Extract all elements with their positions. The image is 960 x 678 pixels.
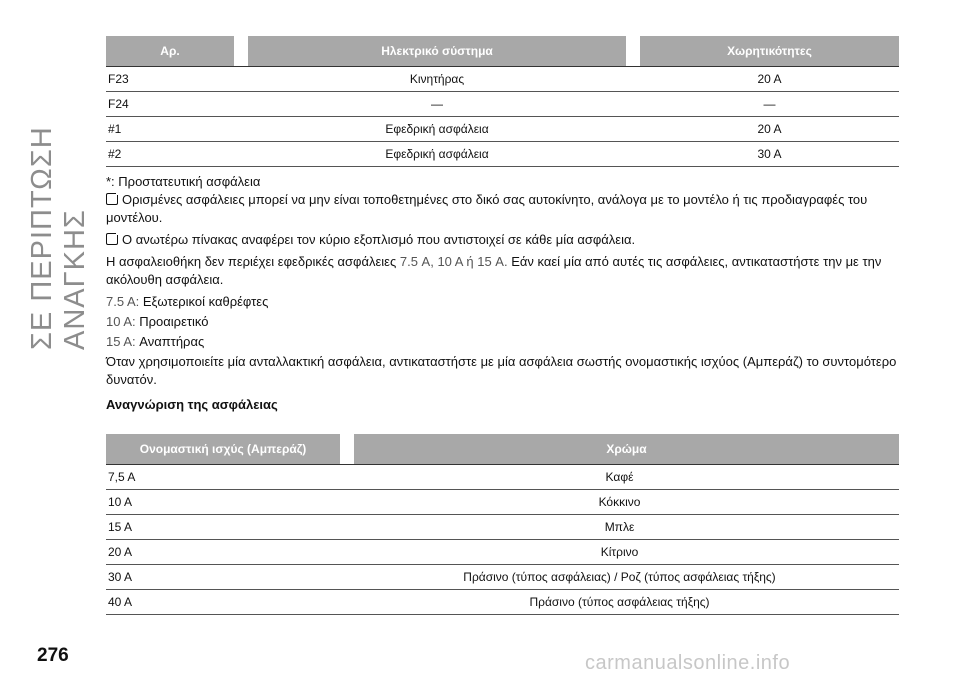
- paragraph-spare-fuses: Η ασφαλειοθήκη δεν περιέχει εφεδρικές ασφάλειες 7.5 A, 10 A ή 15 A. Εάν καεί μία από αυτές τις ασφάλειες, αντικαταστήστε την με την ακόλουθη ασφάλεια.: [106, 254, 882, 287]
- notes-section: [106, 173, 899, 389]
- cell-system: Εφεδρική ασφάλεια: [234, 117, 640, 142]
- header-system: Ηλεκτρικό σύστημα: [248, 36, 626, 67]
- paragraph-replacement: Όταν χρησιμοποιείτε μία ανταλλακτική ασφάλεια, αντικαταστήστε με μία ασφάλεια σωστής ονομαστικής ισχύος (Αμπεράζ) το συντομότερο δυνατόν.: [106, 354, 897, 387]
- header-gap: [340, 434, 354, 465]
- header-color: Χρώμα: [354, 434, 899, 465]
- fuse-table-header: [106, 36, 899, 67]
- page-content: [106, 36, 899, 615]
- note-icon: [106, 193, 118, 205]
- cell-color: Πράσινο (τύπος ασφάλειας) / Ροζ (τύπος ασφάλειας τήξης): [340, 565, 899, 590]
- cell-number: #2: [106, 142, 234, 167]
- note-2: Ο ανωτέρω πίνακας αναφέρει τον κύριο εξοπλισμό που αντιστοιχεί σε κάθε μία ασφάλεια.: [106, 231, 899, 249]
- table-row: [106, 515, 899, 540]
- header-gap: [626, 36, 640, 67]
- cell-system: Εφεδρική ασφάλεια: [234, 142, 640, 167]
- note-1: Ορισμένες ασφάλειες μπορεί να μην είναι τοποθετημένες στο δικό σας αυτοκίνητο, ανάλογα με το μοντέλο ή τις προδιαγραφές του μοντέλου.: [106, 192, 868, 225]
- note-icon: [106, 233, 118, 245]
- cell-rating: 10 A: [106, 490, 340, 515]
- chapter-side-tab: ΣΕ ΠΕΡΙΠΤΩΣΗ ΑΝΑΓΚΗΣ: [26, 126, 91, 350]
- table-row: [106, 590, 899, 615]
- cell-rating: 40 A: [106, 590, 340, 615]
- table-row: [106, 465, 899, 490]
- cell-color: Καφέ: [340, 465, 899, 490]
- header-rating: Ονομαστική ισχύς (Αμπεράζ): [106, 434, 340, 465]
- table-row: [106, 490, 899, 515]
- cell-number: #1: [106, 117, 234, 142]
- header-capacity: Χωρητικότητες: [640, 36, 899, 67]
- fuse-table: [106, 36, 899, 167]
- section-title: Αναγνώριση της ασφάλειας: [106, 397, 278, 412]
- line-7-5a: 7.5 A: Εξωτερικοί καθρέφτες: [106, 294, 269, 309]
- cell-capacity: 30 A: [640, 142, 899, 167]
- table-row: [106, 117, 899, 142]
- cell-rating: 7,5 A: [106, 465, 340, 490]
- cell-color: Πράσινο (τύπος ασφάλειας τήξης): [340, 590, 899, 615]
- line-10a: 10 A: Προαιρετικό: [106, 314, 209, 329]
- cell-system: Κινητήρας: [234, 67, 640, 92]
- cell-color: Κίτρινο: [340, 540, 899, 565]
- cell-color: Μπλε: [340, 515, 899, 540]
- fuse-values: 7.5 A, 10 A ή 15 A.: [399, 254, 508, 269]
- cell-number: F24: [106, 92, 234, 117]
- page-number: 276: [37, 645, 69, 666]
- table-row: [106, 565, 899, 590]
- cell-rating: 15 A: [106, 515, 340, 540]
- cell-number: F23: [106, 67, 234, 92]
- fuse-color-table: [106, 434, 899, 615]
- watermark: carmanualsonline.info: [585, 652, 791, 674]
- cell-capacity: 20 A: [640, 67, 899, 92]
- footnote: *: Προστατευτική ασφάλεια: [106, 174, 261, 189]
- cell-color: Κόκκινο: [340, 490, 899, 515]
- cell-system: —: [234, 92, 640, 117]
- cell-capacity: —: [640, 92, 899, 117]
- fuse-color-table-header: [106, 434, 899, 465]
- cell-rating: 20 A: [106, 540, 340, 565]
- cell-capacity: 20 A: [640, 117, 899, 142]
- header-number: Αρ.: [106, 36, 234, 67]
- header-gap: [234, 36, 248, 67]
- table-row: [106, 142, 899, 167]
- table-row: [106, 540, 899, 565]
- table-row: [106, 67, 899, 92]
- line-15a: 15 A: Αναπτήρας: [106, 334, 205, 349]
- table-row: [106, 92, 899, 117]
- cell-rating: 30 A: [106, 565, 340, 590]
